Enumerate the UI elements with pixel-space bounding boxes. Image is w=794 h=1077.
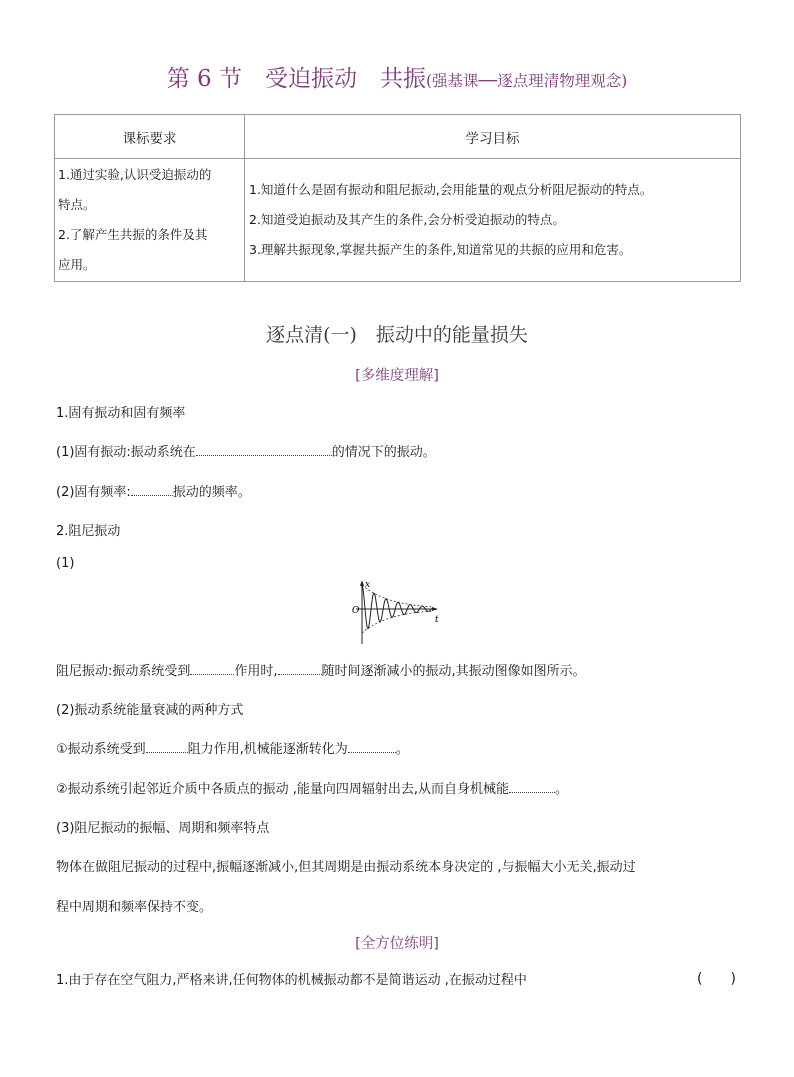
text-fragment: 振动系统受到 <box>67 742 146 757</box>
y-axis-label: x <box>365 580 371 590</box>
subitem-1: (1) <box>56 556 75 571</box>
damped-characteristics-line-2: 程中周期和频率保持不变。 <box>56 900 213 915</box>
text-fragment: 振动系统引起邻近介质中各质点的振动 ,能量向四周辐射出去,从而自身机械能 <box>67 782 510 797</box>
damped-characteristics-title: (3)阻尼振动的振幅、周期和频率特点 <box>56 821 270 836</box>
text-fragment: 的情况下的振动。 <box>331 445 436 460</box>
header-learning-goals: 学习目标 <box>245 115 741 159</box>
curriculum-requirements-cell <box>55 159 245 282</box>
energy-decay-ways-title: (2)振动系统能量衰减的两种方式 <box>56 703 244 718</box>
energy-decay-way-2 <box>56 778 568 797</box>
fill-blank[interactable] <box>190 661 234 675</box>
standards-table <box>54 114 741 282</box>
lower-envelope <box>362 611 432 633</box>
energy-decay-way-1 <box>56 738 409 757</box>
requirement-line: 1.通过实验,认识受迫振动的 <box>58 167 212 182</box>
text-fragment: 阻力作用,机械能逐渐转化为 <box>187 742 348 757</box>
table-row <box>55 159 741 282</box>
damped-oscillation-graph <box>348 578 444 648</box>
text-fragment: (1)固有振动:振动系统在 <box>56 445 196 460</box>
damped-vibration-definition <box>56 660 586 679</box>
fill-blank[interactable] <box>196 442 332 456</box>
text-fragment: 作用时, <box>234 664 278 679</box>
damped-wave-curve <box>362 585 432 628</box>
subheading-understand: [多维度理解] <box>355 368 439 384</box>
header-curriculum-requirements: 课标要求 <box>55 115 245 159</box>
origin-label: O <box>352 606 360 616</box>
requirement-line: 特点。 <box>58 197 96 212</box>
fill-blank[interactable] <box>509 779 555 793</box>
title-sub: (强基课──逐点理清物理观念) <box>426 72 628 90</box>
subheading-practice: [全方位练明] <box>355 936 439 952</box>
title-main: 第 6 节 受迫振动 共振 <box>166 66 426 92</box>
fill-blank[interactable] <box>146 739 188 753</box>
page-title <box>0 60 794 93</box>
text-fragment: 振动的频率。 <box>172 485 251 500</box>
requirement-line: 2.了解产生共振的条件及其 <box>58 227 208 242</box>
goal-line: 1.知道什么是固有振动和阻尼振动,会用能量的观点分析阻尼振动的特点。 <box>249 182 653 197</box>
damped-characteristics-line-1: 物体在做阻尼振动的过程中,振幅逐渐减小,但其周期是由振动系统本身决定的 ,与振幅大小无关,振动过 <box>56 860 636 875</box>
text-fragment: 随时间逐渐减小的振动,其振动图像如图所示。 <box>321 664 586 679</box>
x-axis-label: t <box>435 615 439 625</box>
natural-frequency-definition <box>56 481 251 500</box>
answer-bracket[interactable]: ( ) <box>697 971 736 987</box>
text-fragment: (2)固有频率: <box>56 485 131 500</box>
fill-blank[interactable] <box>131 482 173 496</box>
section-heading: 逐点清(一) 振动中的能量损失 <box>266 324 528 346</box>
x-axis-arrow <box>432 607 438 611</box>
item-natural-vibration: 1.固有振动和固有频率 <box>56 406 186 421</box>
table-header-row <box>55 115 741 159</box>
fill-blank[interactable] <box>278 661 322 675</box>
item-damped-vibration: 2.阻尼振动 <box>56 524 121 539</box>
text-fragment: 。 <box>395 742 409 757</box>
natural-vibration-definition <box>56 441 436 460</box>
text-fragment: 阻尼振动:振动系统受到 <box>56 664 191 679</box>
goal-line: 3.理解共振现象,掌握共振产生的条件,知道常见的共振的应用和危害。 <box>249 242 632 257</box>
requirement-line: 应用。 <box>58 257 96 272</box>
fill-blank[interactable] <box>348 739 396 753</box>
circled-number-1: ① <box>56 742 68 757</box>
question-1: 1.由于存在空气阻力,严格来讲,任何物体的机械振动都不是简谐运动 ,在振动过程中 <box>56 973 527 988</box>
goal-line: 2.知道受迫振动及其产生的条件,会分析受迫振动的特点。 <box>249 212 565 227</box>
learning-goals-cell <box>245 159 741 282</box>
circled-number-2: ② <box>56 782 68 797</box>
text-fragment: 。 <box>555 782 569 797</box>
